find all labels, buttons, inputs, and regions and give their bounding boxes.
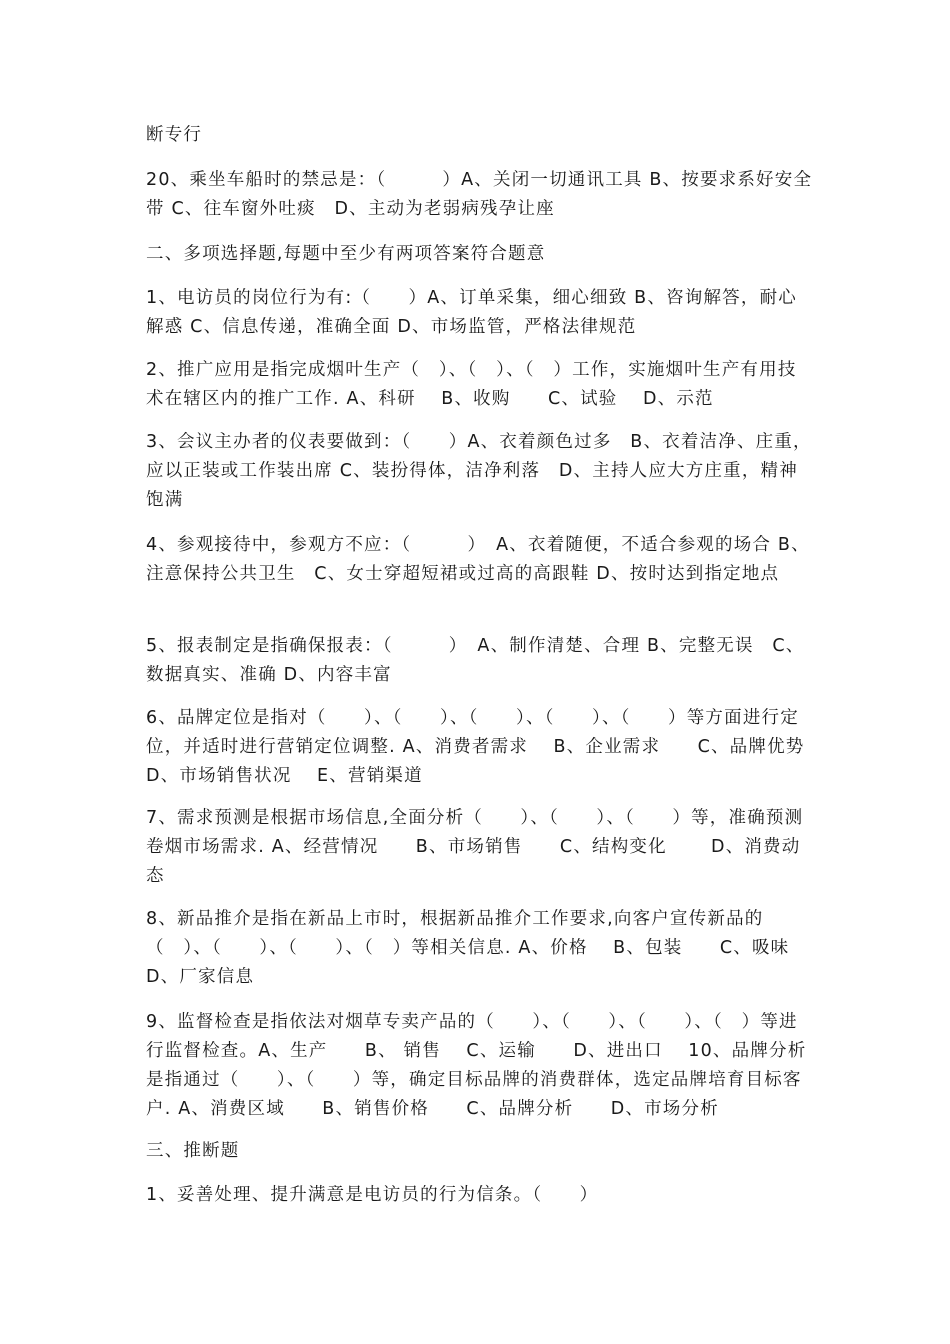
question-multi-5: 5、报表制定是指确保报表：（ ） A、制作清楚、合理 B、完整无误 C、数据真实、准确 D、内容丰富 (146, 636, 805, 685)
question-multi-6: 6、品牌定位是指对（ ）、（ ）、（ ）、（ ）、（ ）等方面进行定位，并适时进行营销定位调整. A、消费者需求 B、企业需求 C、品牌优势 D、市场销售状况 E、营销渠道 (146, 708, 842, 786)
question-multi-2: 2、推广应用是指完成烟叶生产（ ）、（ ）、（ ）工作，实施烟叶生产有用技术在辖区内的推广工作. A、科研 B、收购 C、试验 D、示范 (146, 360, 797, 409)
question-multi-8: 8、新品推介是指在新品上市时，根据新品推介工作要求,向客户宣传新品的（ ）、（ ）、（ ）、（ ）等相关信息. A、价格 B、包装 C、吸味 D、厂家信息 (146, 909, 809, 987)
paragraph-continuation: 断专行 (146, 125, 203, 145)
question-multi-7: 7、需求预测是根据市场信息,全面分析（ ）、（ ）、（ ）等，准确预测卷烟市场需求. A、经营情况 B、市场销售 C、结构变化 D、消费动态 (146, 808, 804, 886)
section-heading-judgment: 三、推断题 (146, 1141, 240, 1161)
question-judgment-1: 1、妥善处理、提升满意是电访员的行为信条。（ ） (146, 1185, 599, 1205)
question-multi-4: 4、参观接待中，参观方不应：（ ） A、衣着随便，不适合参观的场合 B、注意保持公共卫生 C、女士穿超短裙或过高的高跟鞋 D、按时达到指定地点 (146, 535, 810, 584)
question-single-20: 20、乘坐车船时的禁忌是：（ ）A、关闭一切通讯工具 B、按要求系好安全带 C、往车窗外吐痰 D、主动为老弱病残孕让座 (146, 170, 813, 219)
question-multi-1: 1、电访员的岗位行为有:（ ）A、订单采集，细心细致 B、咨询解答，耐心解惑 C、信息传递，准确全面 D、市场监管，严格法律规范 (146, 288, 797, 337)
question-multi-3: 3、会议主办者的仪表要做到：（ ）A、衣着颜色过多 B、衣着洁净、庄重，应以正装或工作装出席 C、装扮得体，洁净利落 D、主持人应大方庄重，精神饱满 (146, 432, 812, 510)
section-heading-multiple-choice: 二、多项选择题,每题中至少有两项答案符合题意 (146, 244, 546, 264)
question-multi-9-10: 9、监督检查是指依法对烟草专卖产品的（ ）、（ ）、（ ）、（ ）等进行监督检查。A、生产 B、 销售 C、运输 D、进出口 10、品牌分析是指通过（ ）、（ ）等，确定目标品牌的消费群体，选定品牌培育目标客户. A、消费区域 B、销售价格 C、品牌分析 D、市场分析 (146, 1012, 807, 1119)
